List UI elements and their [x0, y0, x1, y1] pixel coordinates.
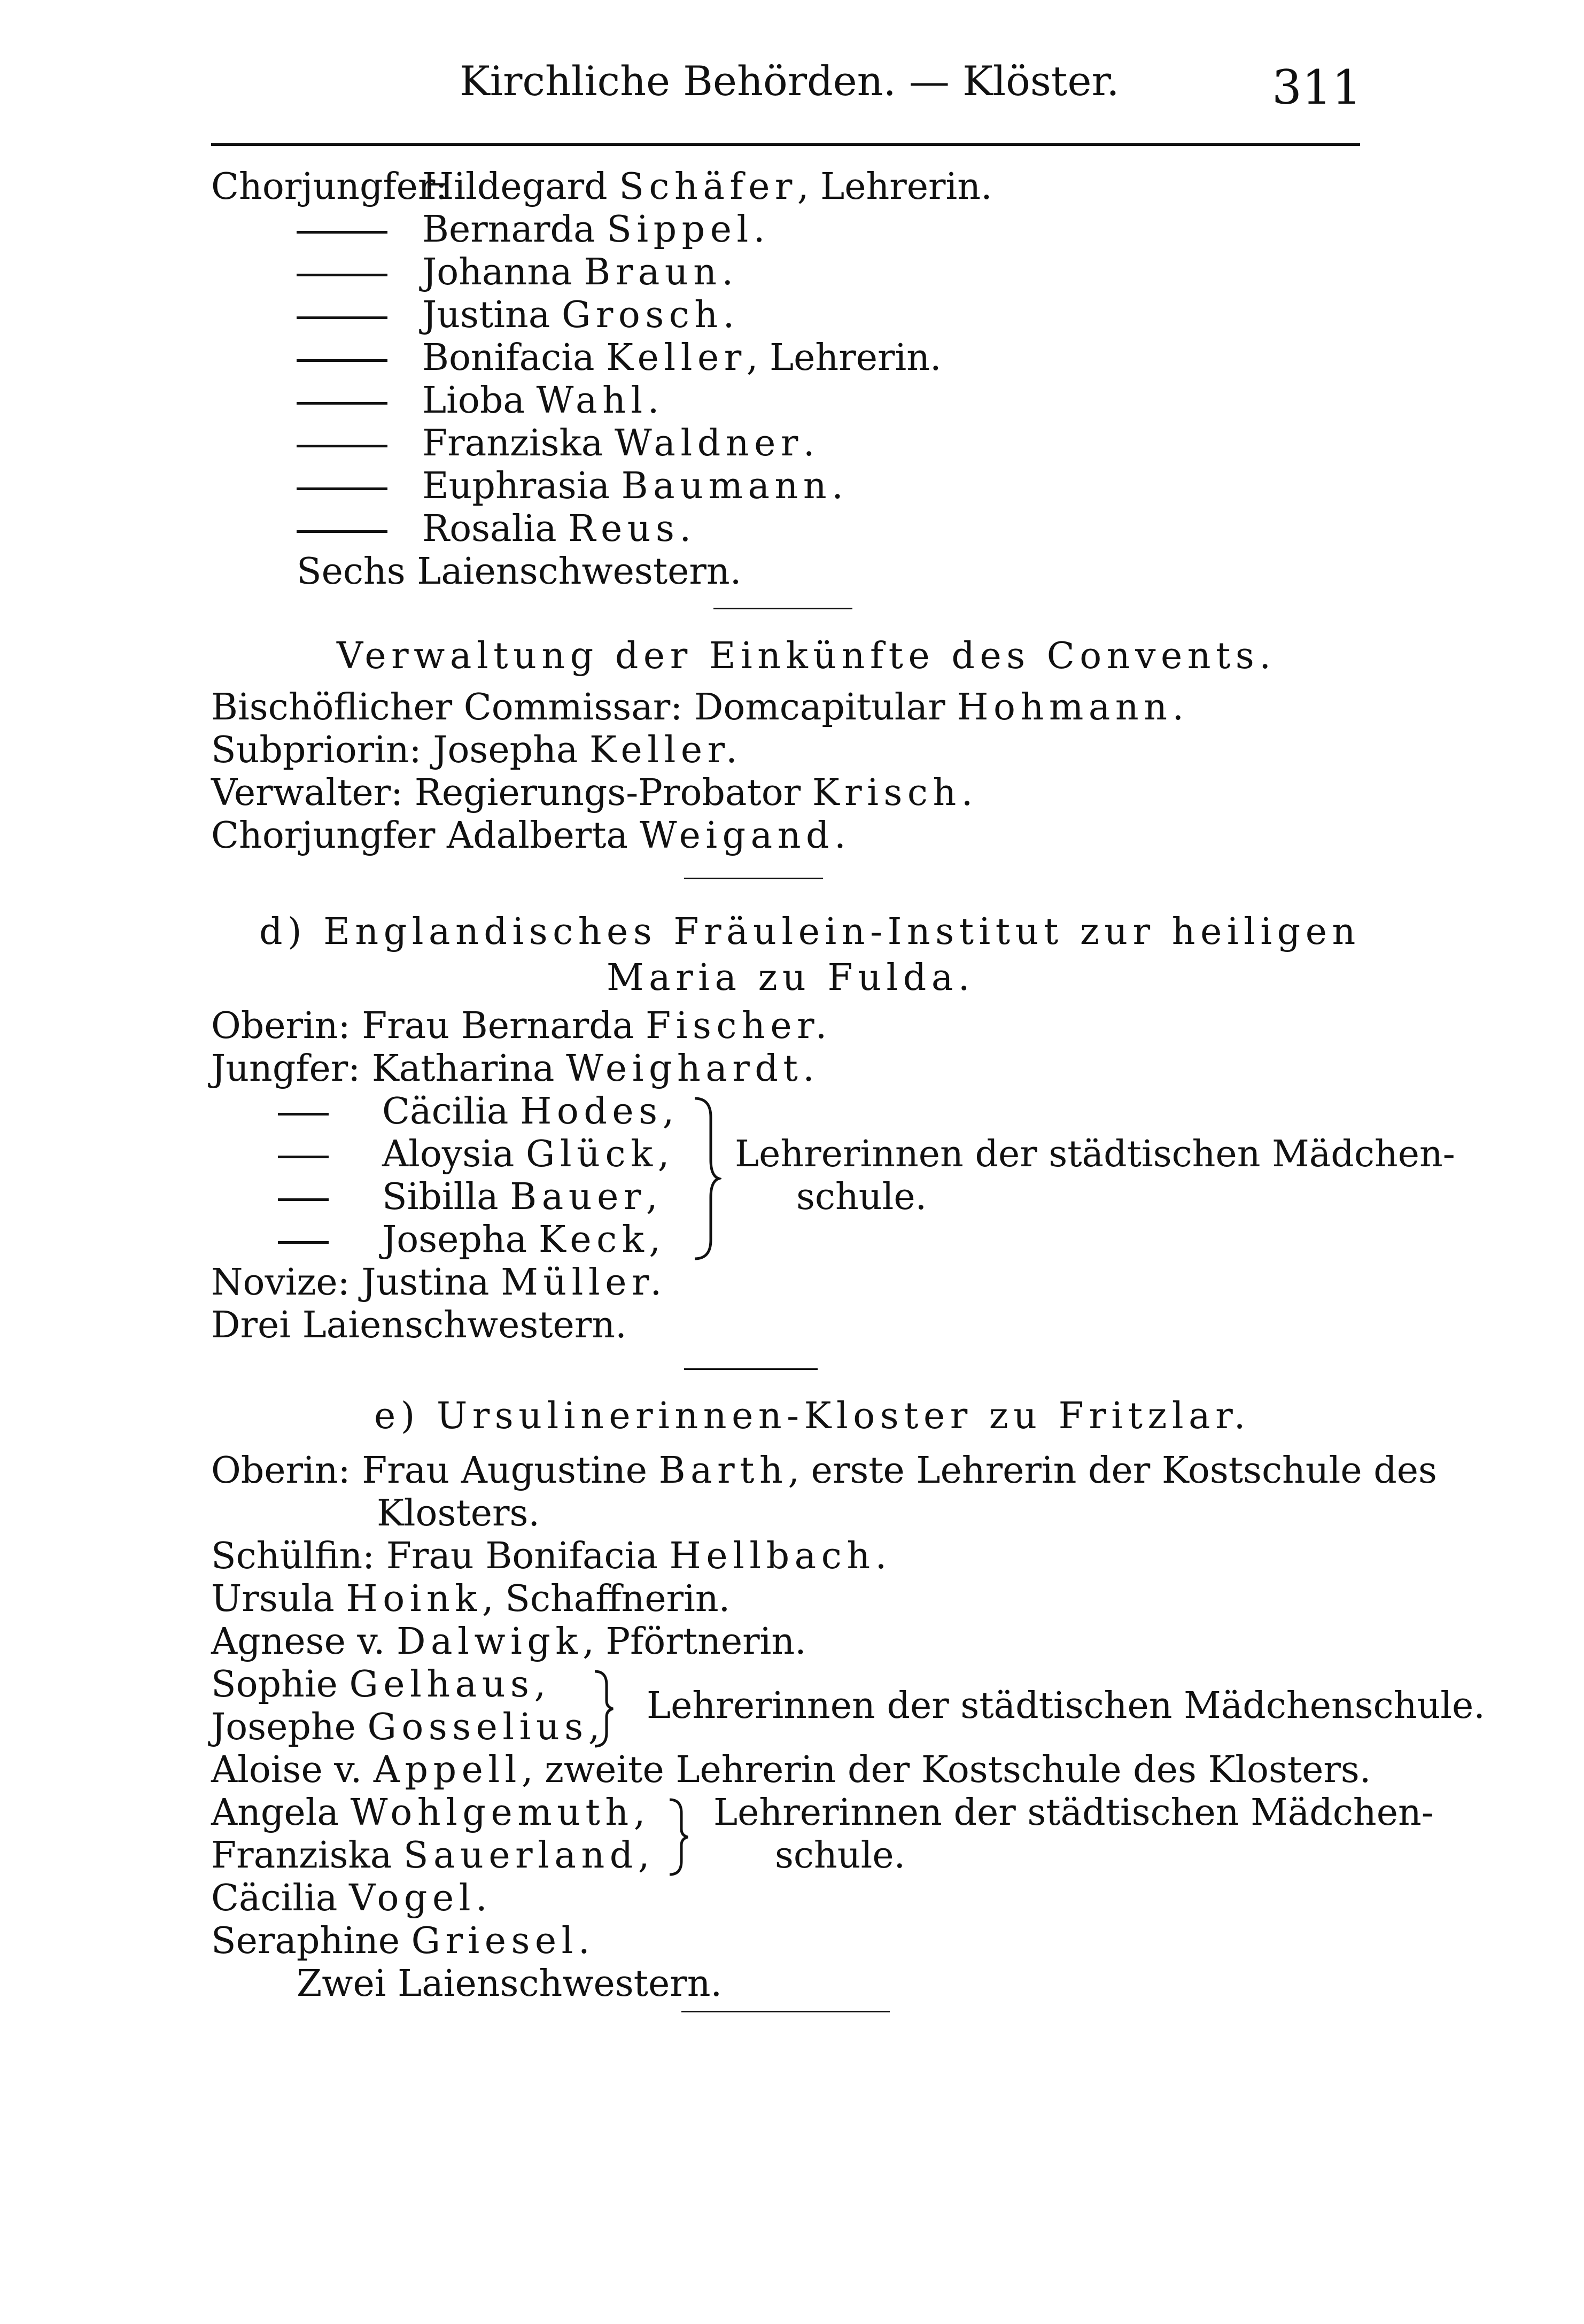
member-last: Grosch: [562, 294, 723, 336]
ditto-dash: [278, 1241, 329, 1244]
brace-note: Lehrerinnen der städtischen Mädchenschule.: [647, 1685, 1485, 1727]
lay-sisters: Drei Laienschwestern.: [211, 1304, 627, 1346]
member-suffix: ,: [638, 1834, 650, 1877]
list-item: [278, 1133, 329, 1176]
member-first: Justina: [422, 294, 550, 336]
member-suffix: .: [476, 1877, 487, 1919]
member-first: Bonifacia: [422, 337, 595, 379]
list-item: [422, 422, 814, 465]
list-item: [211, 1877, 487, 1920]
schuelerin-name: Hellbach.: [669, 1535, 892, 1577]
member-role: , Pförtnerin.: [583, 1621, 806, 1663]
list-item: [297, 379, 387, 422]
member-suffix: .: [721, 251, 734, 293]
chorjungfer-label: Chorjungfer:: [211, 166, 448, 208]
member-suffix: ,: [633, 1792, 646, 1834]
list-item: [422, 294, 734, 337]
member-suffix: , Lehrerin.: [746, 337, 942, 379]
list-item: [422, 379, 659, 422]
oberin-line: [211, 1450, 1437, 1492]
list-item: [211, 1578, 730, 1621]
list-item: [211, 1706, 600, 1749]
list-item: [382, 1176, 658, 1219]
member-suffix: .: [753, 208, 765, 251]
admin-text: Josepha: [433, 729, 578, 771]
ditto-dash: [278, 1156, 329, 1158]
oberin-label: Oberin:: [211, 1450, 351, 1492]
member-first: Franziska: [422, 422, 603, 464]
teacher-last: Hodes: [520, 1090, 663, 1133]
ditto-dash: [278, 1113, 329, 1115]
member-first: Cäcilia: [211, 1877, 338, 1919]
list-item: [211, 1792, 645, 1834]
teacher-last: Keck: [538, 1219, 649, 1261]
admin-name: Weigand.: [639, 815, 851, 857]
brace-note: Lehrerinnen der städtischen Mädchen-: [735, 1133, 1455, 1175]
ditto-dash: [297, 274, 387, 276]
brace-icon: [689, 1096, 721, 1261]
section-divider: [684, 878, 823, 879]
member-suffix: .: [832, 465, 843, 507]
jungfer-name: Weighardt.: [566, 1048, 820, 1090]
ditto-dash: [297, 445, 387, 447]
novize-name: Müller.: [501, 1261, 667, 1304]
member-first: Rosalia: [422, 508, 557, 550]
admin-label: Chorjungfer: [211, 815, 436, 857]
member-suffix: ,: [534, 1663, 546, 1706]
jungfer-label: Jungfer:: [211, 1048, 361, 1090]
member-last: Vogel: [349, 1877, 476, 1919]
member-last: Sippel: [607, 208, 754, 251]
member-suffix: .: [647, 379, 659, 422]
list-item: [382, 1133, 669, 1176]
list-item: [422, 208, 765, 251]
list-item: [297, 508, 387, 551]
list-item: [297, 337, 387, 379]
brace-note: Lehrerinnen der städtischen Mädchen-: [713, 1792, 1434, 1834]
oberin-role: , erste Lehrerin der Kostschule des: [788, 1450, 1437, 1492]
member-role: , Schaffnerin.: [482, 1578, 731, 1620]
member-last: Schäfer: [619, 166, 797, 208]
section-divider: [684, 1368, 818, 1370]
admin-line: [211, 686, 1189, 729]
list-item: [297, 422, 387, 465]
jungfer-line: [211, 1048, 819, 1090]
list-item: [422, 251, 733, 294]
member-last: Dalwigk: [397, 1621, 583, 1663]
list-item: [422, 465, 843, 508]
teacher-first: Cäcilia: [382, 1090, 509, 1133]
lay-sisters: Sechs Laienschwestern.: [297, 551, 742, 593]
brace-note-cont: schule.: [775, 1834, 906, 1877]
member-first: Lioba: [422, 379, 525, 422]
member-suffix: .: [578, 1920, 590, 1962]
oberin-text: Frau Bernarda: [362, 1005, 634, 1047]
ditto-dash: [297, 487, 387, 490]
teacher-first: Aloysia: [382, 1133, 515, 1175]
brace-icon: [591, 1669, 617, 1749]
admin-text: Regierungs-Probator: [414, 772, 801, 814]
member-first: Johanna: [422, 251, 572, 293]
list-item: [278, 1219, 329, 1261]
member-first: Josephe: [211, 1706, 356, 1748]
admin-name: Keller.: [589, 729, 743, 771]
ditto-dash: [297, 231, 387, 234]
oberin-label: Oberin:: [211, 1005, 351, 1047]
member-first: Euphrasia: [422, 465, 610, 507]
running-header: Kirchliche Behörden. — Klöster.: [460, 57, 1120, 105]
list-item: [278, 1176, 329, 1219]
header-rule: [211, 143, 1360, 146]
member-last: Braun: [584, 251, 722, 293]
member-suffix: .: [679, 508, 692, 550]
admin-label: Bischöflicher Commissar:: [211, 686, 683, 729]
teacher-first: Josepha: [382, 1219, 527, 1261]
section-heading-cont: Maria zu Fulda.: [607, 957, 975, 999]
section-heading: d) Englandisches Fräulein-Institut zur heiligen: [259, 911, 1361, 953]
list-item: [211, 1621, 806, 1663]
list-item: [297, 465, 387, 508]
section-heading: Verwaltung der Einkünfte des Convents.: [337, 635, 1276, 677]
novize-line: [211, 1261, 667, 1304]
oberin-name: Barth: [658, 1450, 788, 1492]
member-last: Gosselius: [367, 1706, 588, 1748]
list-item: [278, 1090, 329, 1133]
end-rule: [681, 2011, 890, 2012]
list-item: [211, 1749, 1371, 1792]
member-last: Griesel: [411, 1920, 578, 1962]
member-first: Aloise v.: [211, 1749, 362, 1791]
admin-text: Adalberta: [447, 815, 628, 857]
member-last: Gelhaus: [349, 1663, 534, 1706]
member-last: Hoink: [346, 1578, 483, 1620]
member-suffix: , Lehrerin.: [797, 166, 992, 208]
member-last: Keller: [606, 337, 747, 379]
section-divider: [713, 608, 852, 609]
member-first: Agnese v.: [211, 1621, 385, 1663]
ditto-dash: [297, 359, 387, 362]
novize-label: Novize:: [211, 1261, 350, 1304]
schuelerin-label: Schülfin:: [211, 1535, 375, 1577]
member-suffix: ,: [588, 1706, 600, 1748]
teacher-first: Sibilla: [382, 1176, 499, 1218]
ditto-dash: [297, 530, 387, 533]
member-last: Wohlgemuth: [350, 1792, 634, 1834]
admin-text: Domcapitular: [694, 686, 945, 729]
brace-icon: [665, 1797, 692, 1877]
ditto-dash: [297, 402, 387, 405]
teacher-last: Glück: [526, 1133, 658, 1175]
member-first: Hildegard: [422, 166, 608, 208]
novize-text: Justina: [361, 1261, 490, 1304]
member-last: Appell: [373, 1749, 522, 1791]
oberin-name: Fischer.: [646, 1005, 832, 1047]
admin-label: Subpriorin:: [211, 729, 422, 771]
member-last: Wahl: [536, 379, 648, 422]
oberin-line: [211, 1005, 832, 1048]
list-item: [422, 337, 942, 379]
oberin-text: Frau Augustine: [362, 1450, 647, 1492]
list-item: [422, 508, 691, 551]
member-role: , zweite Lehrerin der Kostschule des Klosters.: [521, 1749, 1371, 1791]
member-first: Ursula: [211, 1578, 335, 1620]
member-first: Sophie: [211, 1663, 338, 1706]
list-item: [297, 251, 387, 294]
list-item: [382, 1219, 661, 1261]
list-item: [211, 1663, 546, 1706]
member-suffix: .: [723, 294, 735, 336]
list-item: [211, 1920, 590, 1963]
teacher-suffix: ,: [646, 1176, 658, 1218]
admin-name: Krisch.: [812, 772, 978, 814]
schuelerin-text: Frau Bonifacia: [386, 1535, 658, 1577]
lay-sisters: Zwei Laienschwestern.: [297, 1963, 723, 2005]
jungfer-text: Katharina: [371, 1048, 555, 1090]
teacher-last: Bauer: [510, 1176, 646, 1218]
admin-line: [211, 729, 742, 772]
chorjungfer-row: [211, 166, 992, 208]
list-item: [211, 1834, 649, 1877]
member-first: Angela: [211, 1792, 339, 1834]
schuelerin-line: [211, 1535, 892, 1578]
ditto-dash: [278, 1198, 329, 1201]
oberin-role-cont: Klosters.: [377, 1492, 540, 1535]
member-last: Reus: [568, 508, 680, 550]
member-last: Waldner: [614, 422, 803, 464]
admin-label: Verwalter:: [211, 772, 403, 814]
list-item: [382, 1090, 674, 1133]
teacher-suffix: ,: [662, 1090, 674, 1133]
admin-line: [211, 815, 851, 857]
page-number: 311: [1272, 60, 1362, 115]
admin-line: [211, 772, 978, 815]
member-last: Sauerland: [403, 1834, 638, 1877]
section-heading: e) Ursulinerinnen-Kloster zu Fritzlar.: [374, 1395, 1251, 1437]
list-item: [297, 208, 387, 251]
list-item: [297, 294, 387, 337]
brace-note-cont: schule.: [796, 1176, 927, 1218]
member-last: Baumann: [621, 465, 832, 507]
admin-name: Hohmann.: [957, 686, 1189, 729]
member-first: Franziska: [211, 1834, 392, 1877]
teacher-suffix: ,: [649, 1219, 661, 1261]
member-first: Seraphine: [211, 1920, 400, 1962]
teacher-suffix: ,: [657, 1133, 670, 1175]
ditto-dash: [297, 316, 387, 319]
member-first: Bernarda: [422, 208, 595, 251]
member-suffix: .: [803, 422, 815, 464]
